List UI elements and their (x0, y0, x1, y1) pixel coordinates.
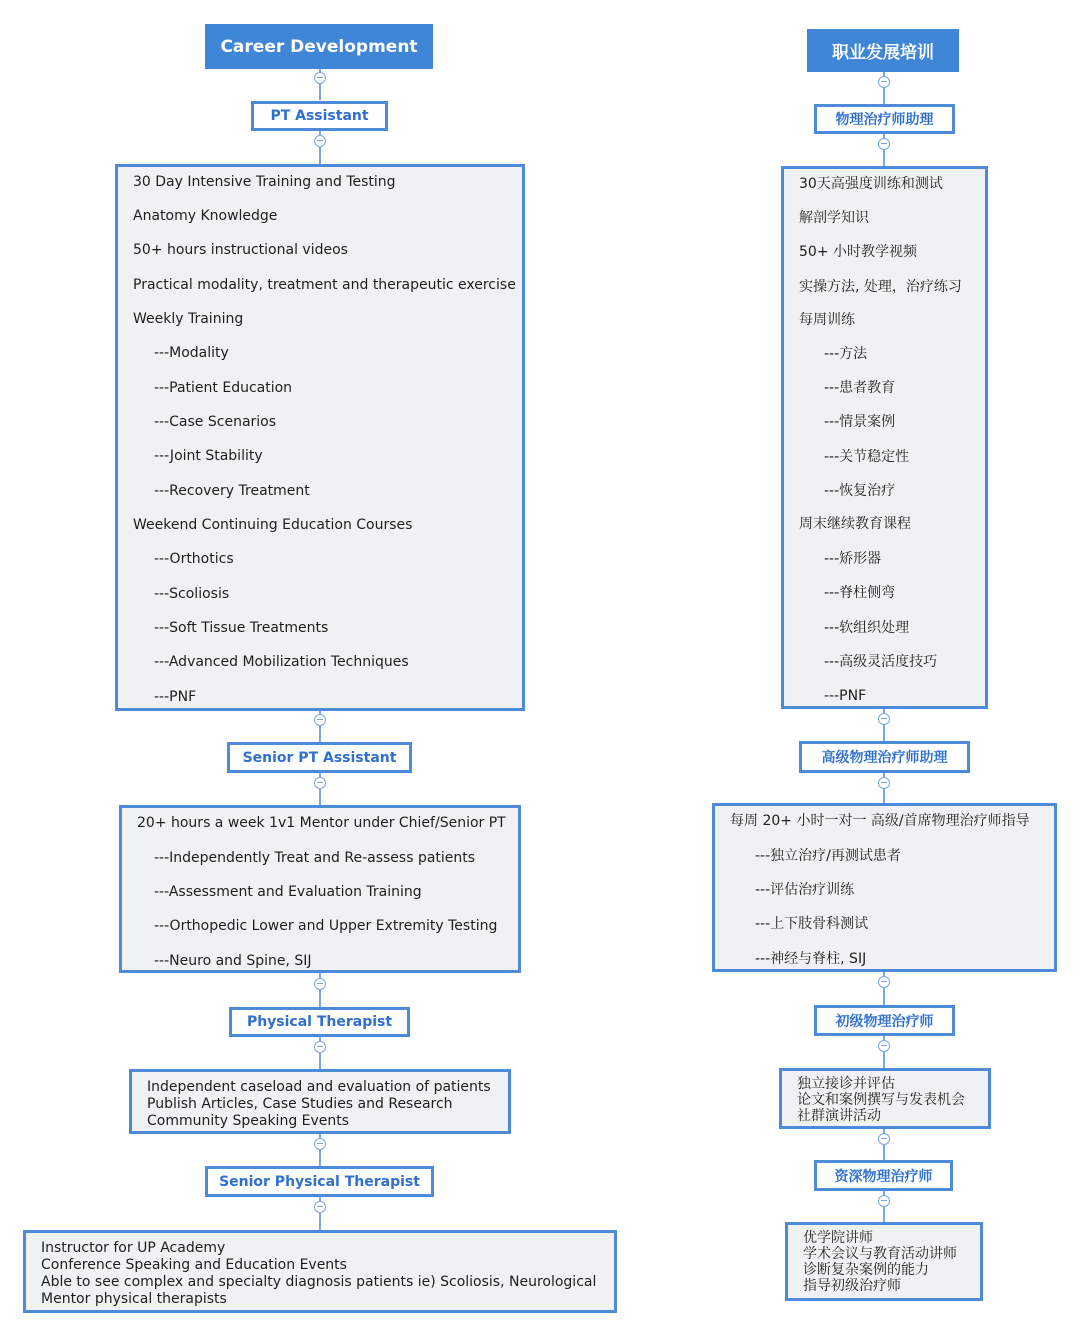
collapse-toggle-icon[interactable] (314, 714, 326, 726)
list-item: 实操方法, 处理，治疗练习 (799, 279, 962, 295)
collapse-toggle-icon[interactable] (314, 978, 326, 990)
list-item: ---Modality (154, 345, 229, 361)
stage-details-pt-assistant (115, 164, 525, 711)
stage-details-physical-therapist-zh (779, 1068, 991, 1129)
collapse-toggle-icon[interactable] (314, 135, 326, 147)
list-item: ---PNF (824, 688, 867, 704)
list-item: ---关节稳定性 (824, 449, 910, 465)
collapse-toggle-icon[interactable] (878, 1040, 890, 1052)
list-item: ---脊柱侧弯 (824, 585, 896, 601)
stage-details-pt-assistant-zh (781, 166, 988, 709)
list-item: Weekend Continuing Education Courses (133, 517, 413, 533)
stage-details-senior-pt-assistant (119, 805, 521, 973)
list-item: 诊断复杂案例的能力 (803, 1262, 929, 1278)
list-item: 20+ hours a week 1v1 Mentor under Chief/Senior PT (137, 815, 506, 831)
list-item: Instructor for UP Academy (41, 1240, 226, 1256)
list-item: Publish Articles, Case Studies and Research (147, 1096, 453, 1112)
list-item: ---矫形器 (824, 551, 882, 567)
list-item: Mentor physical therapists (41, 1291, 227, 1307)
collapse-toggle-icon[interactable] (878, 713, 890, 725)
list-item: ---PNF (154, 689, 197, 705)
stage-label-pt-assistant-zh: 物理治疗师助理 (814, 104, 955, 134)
list-item: 优学院讲师 (803, 1230, 873, 1246)
list-item: ---Independently Treat and Re-assess patients (154, 850, 476, 866)
list-item: Weekly Training (133, 311, 244, 327)
list-item: ---神经与脊柱, SIJ (755, 951, 867, 967)
list-item: ---Orthotics (154, 551, 234, 567)
list-item: ---Joint Stability (154, 448, 263, 464)
stage-details-senior-physical-therapist (23, 1230, 617, 1313)
list-item: 50+ hours instructional videos (133, 242, 348, 258)
collapse-toggle-icon[interactable] (878, 777, 890, 789)
list-item: 论文和案例撰写与发表机会 (797, 1092, 965, 1108)
list-item: ---患者教育 (824, 380, 896, 396)
collapse-toggle-icon[interactable] (314, 1201, 326, 1213)
stage-label-senior-pt-assistant: Senior PT Assistant (227, 742, 412, 773)
diagram-title: 职业发展培训 (807, 29, 959, 72)
list-item: 每周训练 (799, 312, 855, 328)
list-item: 周末继续教育课程 (799, 516, 911, 532)
collapse-toggle-icon[interactable] (878, 138, 890, 150)
collapse-toggle-icon[interactable] (314, 72, 326, 84)
stage-label-physical-therapist-zh: 初级物理治疗师 (814, 1005, 955, 1036)
stage-label-physical-therapist: Physical Therapist (229, 1007, 410, 1037)
list-item: Community Speaking Events (147, 1113, 350, 1129)
diagram-title: Career Development (205, 24, 433, 69)
list-item: 30天高强度训练和测试 (799, 176, 943, 192)
list-item: Able to see complex and specialty diagnosis patients ie) Scoliosis, Neurological (41, 1274, 597, 1290)
list-item: 每周 20+ 小时一对一 高级/首席物理治疗师指导 (730, 813, 1030, 829)
list-item: ---软组织处理 (824, 620, 910, 636)
collapse-toggle-icon[interactable] (314, 1138, 326, 1150)
list-item: 社群演讲活动 (797, 1108, 881, 1124)
list-item: ---上下肢骨科测试 (755, 916, 869, 932)
collapse-toggle-icon[interactable] (314, 777, 326, 789)
collapse-toggle-icon[interactable] (878, 1195, 890, 1207)
list-item: 解剖学知识 (799, 210, 869, 226)
stage-label-senior-physical-therapist: Senior Physical Therapist (205, 1166, 434, 1197)
list-item: 30 Day Intensive Training and Testing (133, 174, 396, 190)
list-item: ---Neuro and Spine, SIJ (154, 953, 312, 969)
list-item: ---Recovery Treatment (154, 483, 310, 499)
stage-label-senior-pt-assistant-zh: 高级物理治疗师助理 (799, 741, 970, 773)
collapse-toggle-icon[interactable] (878, 76, 890, 88)
list-item: 学术会议与教育活动讲师 (803, 1246, 957, 1262)
stage-details-senior-physical-therapist-zh (785, 1222, 983, 1301)
list-item: ---Patient Education (154, 380, 293, 396)
stage-details-physical-therapist (129, 1069, 511, 1134)
list-item: ---Assessment and Evaluation Training (154, 884, 422, 900)
list-item: ---Advanced Mobilization Techniques (154, 654, 409, 670)
collapse-toggle-icon[interactable] (314, 1041, 326, 1053)
collapse-toggle-icon[interactable] (878, 1133, 890, 1145)
list-item: 50+ 小时教学视频 (799, 244, 917, 260)
stage-details-senior-pt-assistant-zh (712, 803, 1057, 972)
list-item: ---Case Scenarios (154, 414, 277, 430)
list-item: Conference Speaking and Education Events (41, 1257, 347, 1273)
list-item: ---Orthopedic Lower and Upper Extremity Testing (154, 918, 498, 934)
list-item: ---高级灵活度技巧 (824, 654, 938, 670)
list-item: Anatomy Knowledge (133, 208, 278, 224)
list-item: 指导初级治疗师 (803, 1278, 901, 1294)
list-item: 独立接诊并评估 (797, 1076, 895, 1092)
list-item: ---Scoliosis (154, 586, 230, 602)
list-item: ---评估治疗训练 (755, 882, 855, 898)
list-item: ---恢复治疗 (824, 483, 896, 499)
list-item: Practical modality, treatment and therapeutic exercise (133, 277, 516, 293)
list-item: ---独立治疗/再测试患者 (755, 848, 901, 864)
list-item: ---方法 (824, 346, 868, 362)
stage-label-pt-assistant: PT Assistant (251, 101, 388, 131)
collapse-toggle-icon[interactable] (878, 976, 890, 988)
stage-label-senior-physical-therapist-zh: 资深物理治疗师 (814, 1160, 953, 1191)
list-item: ---Soft Tissue Treatments (154, 620, 329, 636)
list-item: Independent caseload and evaluation of patients (147, 1079, 491, 1095)
list-item: ---情景案例 (824, 414, 896, 430)
